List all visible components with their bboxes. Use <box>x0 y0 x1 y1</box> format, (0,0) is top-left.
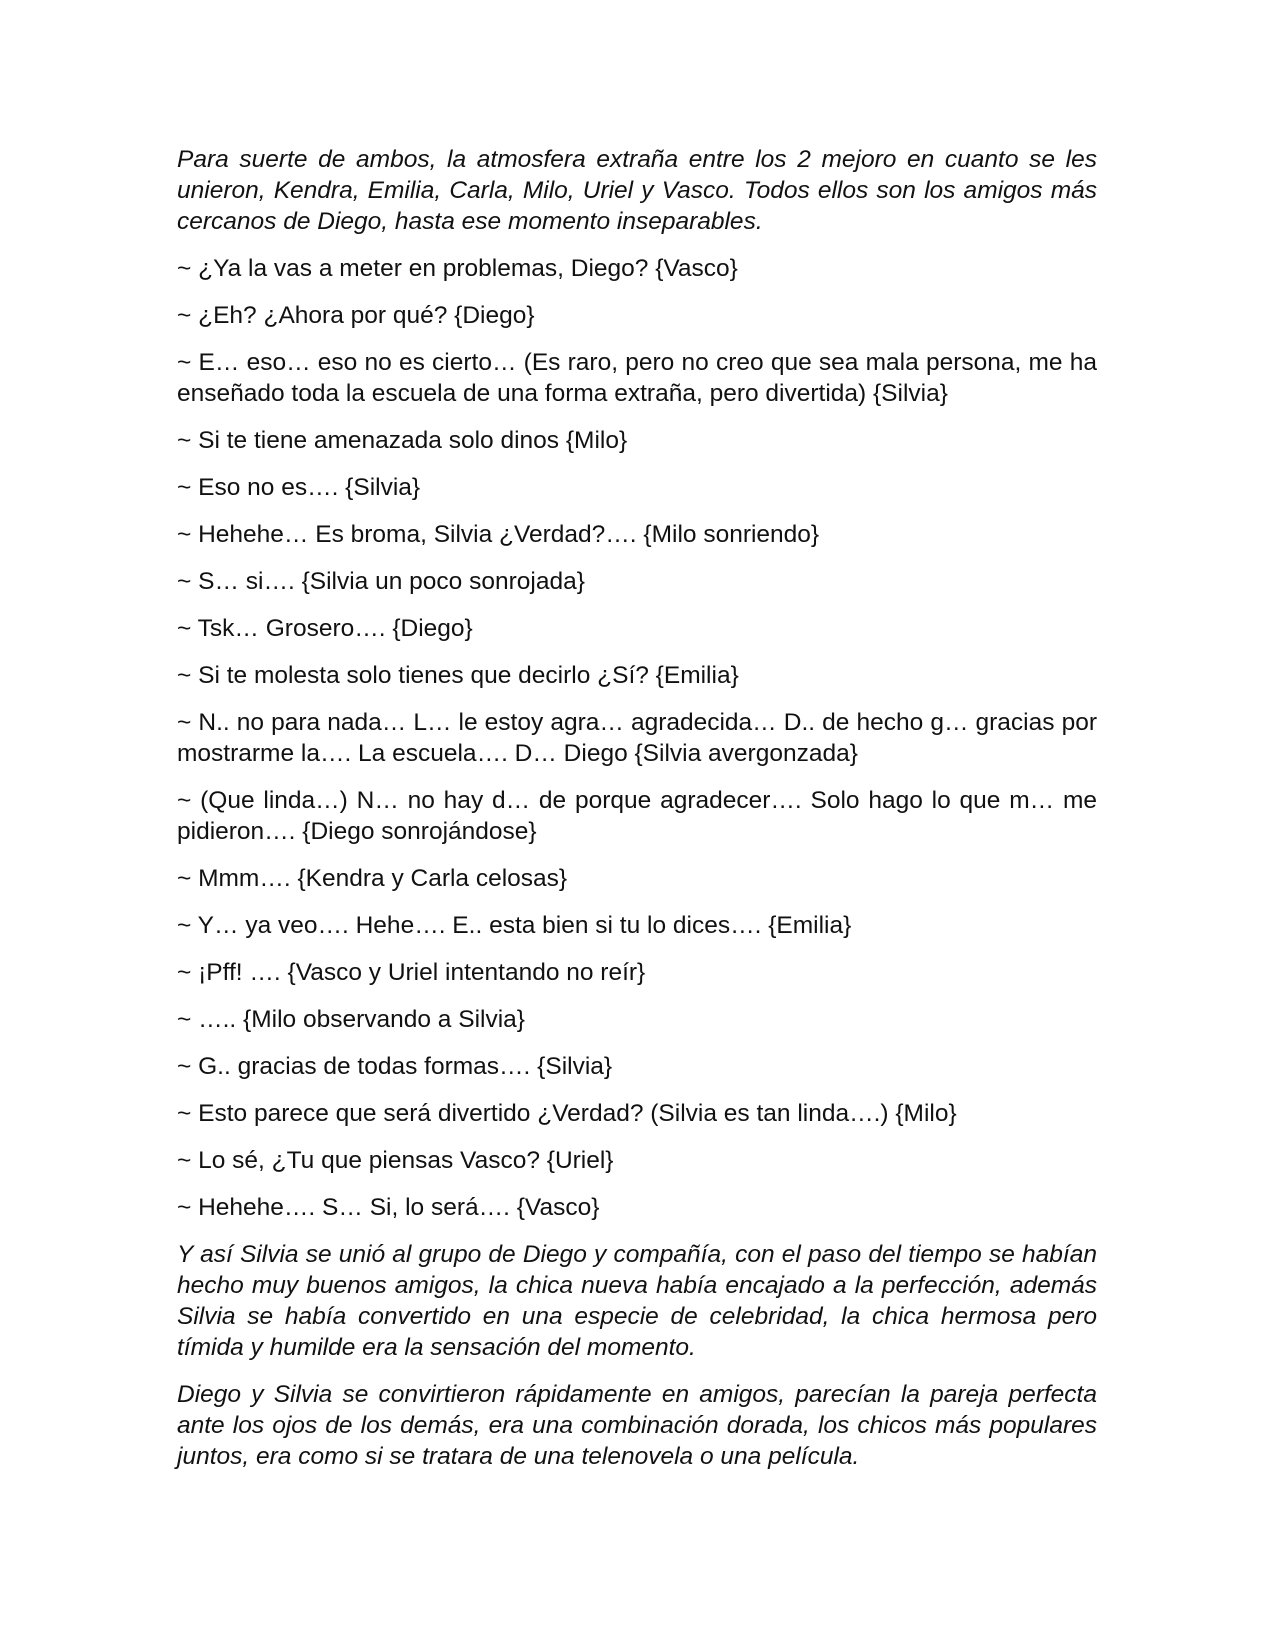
dialogue-line: ~ E… eso… eso no es cierto… (Es raro, pero no creo que sea mala persona, me ha enseñado toda la escuela de una forma extraña, pero divertida) {Silvia} <box>177 349 1097 407</box>
dialogue-line: ~ Hehehe…. S… Si, lo será…. {Vasco} <box>177 1194 600 1221</box>
dialogue-line: ~ Y… ya veo…. Hehe…. E.. esta bien si tu lo dices…. {Emilia} <box>177 912 852 939</box>
dialogue-line: ~ S… si…. {Silvia un poco sonrojada} <box>177 568 585 595</box>
dialogue-line: ~ Eso no es…. {Silvia} <box>177 474 421 501</box>
dialogue-line: ~ Lo sé, ¿Tu que piensas Vasco? {Uriel} <box>177 1147 614 1174</box>
dialogue-line: ~ Esto parece que será divertido ¿Verdad? (Silvia es tan linda….) {Milo} <box>177 1100 957 1127</box>
dialogue-line: ~ (Que linda…) N… no hay d… de porque agradecer…. Solo hago lo que m… me pidieron…. {Diego sonrojándose} <box>177 787 1097 845</box>
dialogue-line: ~ ¡Pff! …. {Vasco y Uriel intentando no reír} <box>177 959 646 986</box>
dialogue-line: ~ Hehehe… Es broma, Silvia ¿Verdad?…. {Milo sonriendo} <box>177 521 820 548</box>
dialogue-line: ~ Si te molesta solo tienes que decirlo ¿Sí? {Emilia} <box>177 662 739 689</box>
dialogue-line: ~ Si te tiene amenazada solo dinos {Milo} <box>177 427 628 454</box>
document-page <box>177 144 1097 1488</box>
dialogue-line: ~ ¿Ya la vas a meter en problemas, Diego? {Vasco} <box>177 255 738 282</box>
narration-paragraph: Diego y Silvia se convirtieron rápidamente en amigos, parecían la pareja perfecta ante los ojos de los demás, era una combinación dorada, los chicos más populares juntos, era como si se tratara de una telenovela o una película. <box>177 1381 1097 1470</box>
dialogue-line: ~ N.. no para nada… L… le estoy agra… agradecida… D.. de hecho g… gracias por mostrarme la…. La escuela…. D… Diego {Silvia avergonzada} <box>177 709 1097 767</box>
dialogue-line: ~ Mmm…. {Kendra y Carla celosas} <box>177 865 568 892</box>
dialogue-line: ~ Tsk… Grosero…. {Diego} <box>177 615 473 642</box>
dialogue-line: ~ ….. {Milo observando a Silvia} <box>177 1006 525 1033</box>
dialogue-line: ~ G.. gracias de todas formas…. {Silvia} <box>177 1053 613 1080</box>
dialogue-line: ~ ¿Eh? ¿Ahora por qué? {Diego} <box>177 302 535 329</box>
narration-paragraph: Para suerte de ambos, la atmosfera extraña entre los 2 mejoro en cuanto se les unieron, Kendra, Emilia, Carla, Milo, Uriel y Vasco. Todos ellos son los amigos más cercanos de Diego, hasta ese momento inseparables. <box>177 146 1097 235</box>
narration-paragraph: Y así Silvia se unió al grupo de Diego y compañía, con el paso del tiempo se habían hecho muy buenos amigos, la chica nueva había encajado a la perfección, además Silvia se había convertido en una especie de celebridad, la chica hermosa pero tímida y humilde era la sensación del momento. <box>177 1241 1097 1361</box>
